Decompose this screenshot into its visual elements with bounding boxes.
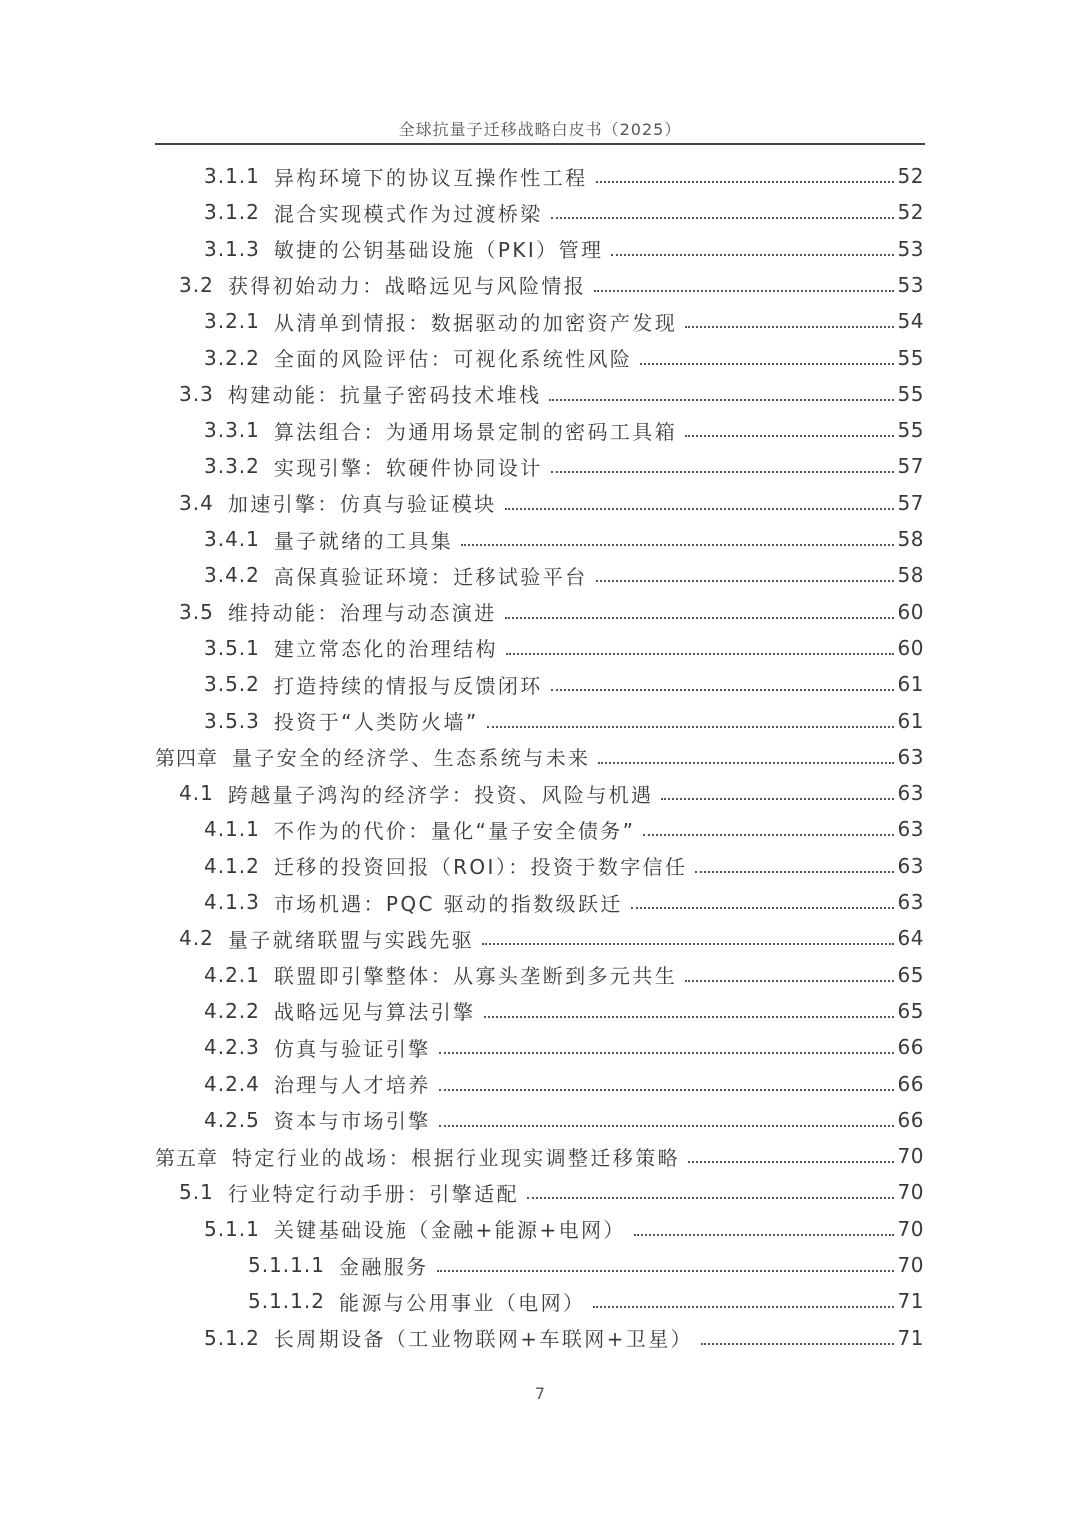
toc-entry[interactable] — [204, 448, 924, 484]
toc-entry-number: 4.2.1 — [204, 962, 260, 987]
toc-entry-number: 3.3.2 — [204, 454, 260, 479]
toc-entry[interactable] — [204, 412, 924, 448]
toc-entry-title: 混合实现模式作为过渡桥梁 — [273, 201, 543, 226]
toc-entry-number: 3.2.1 — [204, 309, 260, 334]
toc-entry-number: 第四章 — [155, 746, 218, 771]
toc-dot-leader — [549, 399, 893, 401]
toc-entry-title: 量子就绪联盟与实践先驱 — [227, 927, 475, 952]
toc-entry-title: 仿真与验证引擎 — [273, 1036, 431, 1061]
toc-entry-title: 金融服务 — [338, 1254, 429, 1279]
toc-entry-number: 5.1.2 — [204, 1325, 260, 1350]
toc-entry[interactable] — [204, 993, 924, 1029]
toc-entry-title: 量子就绪的工具集 — [273, 528, 454, 553]
toc-entry-number: 第五章 — [155, 1145, 218, 1170]
toc-dot-leader — [482, 943, 893, 945]
toc-entry-number: 3.5 — [179, 599, 214, 624]
toc-entry-title: 资本与市场引擎 — [273, 1109, 431, 1134]
toc-entry-page: 60 — [897, 599, 924, 624]
toc-entry[interactable] — [204, 194, 924, 230]
toc-dot-leader — [461, 544, 893, 546]
toc-entry-page: 55 — [897, 418, 924, 443]
toc-entry-page: 60 — [897, 635, 924, 660]
toc-entry-number: 4.2 — [179, 926, 214, 951]
toc-entry-page: 52 — [897, 164, 924, 188]
toc-entry-number: 4.1.2 — [204, 853, 260, 878]
toc-dot-leader — [527, 1197, 894, 1199]
toc-entry-title: 长周期设备（工业物联网+车联网+卫星） — [273, 1327, 694, 1352]
toc-entry[interactable] — [179, 267, 924, 303]
toc-entry[interactable] — [179, 485, 924, 521]
toc-entry[interactable] — [179, 376, 924, 412]
toc-dot-leader — [439, 1125, 894, 1127]
toc-entry[interactable] — [204, 666, 924, 702]
toc-entry[interactable] — [204, 158, 924, 194]
document-header-title: 全球抗量子迁移战略白皮书（2025） — [398, 120, 682, 139]
toc-entry-page: 66 — [897, 1071, 924, 1096]
toc-entry-title: 投资于“人类防火墙” — [273, 710, 479, 734]
toc-entry-title: 战略远见与算法引擎 — [273, 1000, 476, 1025]
toc-entry-title: 迁移的投资回报（ROI）：投资于数字信任 — [273, 855, 688, 880]
toc-entry[interactable] — [248, 1283, 924, 1319]
toc-entry[interactable] — [204, 1029, 924, 1065]
toc-entry-title: 构建动能：抗量子密码技术堆栈 — [227, 383, 542, 408]
toc-dot-leader — [685, 435, 893, 437]
toc-entry-title: 建立常态化的治理结构 — [273, 637, 498, 662]
toc-entry-number: 3.2.2 — [204, 345, 260, 370]
toc-entry[interactable] — [204, 811, 924, 847]
toc-entry-title: 不作为的代价：量化“量子安全债务” — [273, 818, 636, 843]
toc-entry-page: 63 — [897, 853, 924, 878]
toc-dot-leader — [505, 508, 894, 510]
toc-entry-number: 3.3 — [179, 381, 214, 406]
toc-entry[interactable] — [204, 340, 924, 376]
toc-dot-leader — [631, 907, 894, 909]
toc-entry-title: 特定行业的战场：根据行业现实调整迁移策略 — [232, 1145, 680, 1170]
toc-entry[interactable] — [179, 775, 924, 811]
toc-dot-leader — [695, 871, 893, 873]
toc-dot-leader — [688, 1161, 894, 1163]
toc-entry-number: 3.1.3 — [204, 236, 260, 261]
toc-entry-title: 市场机遇：PQC 驱动的指数级跃迁 — [273, 891, 623, 916]
toc-entry-number: 3.4.2 — [204, 563, 260, 588]
toc-entry-title: 获得初始动力：战略远见与风险情报 — [227, 274, 587, 299]
toc-entry[interactable] — [155, 739, 924, 775]
toc-dot-leader — [685, 326, 893, 328]
toc-entry-title: 关键基础设施（金融+能源+电网） — [273, 1218, 626, 1243]
toc-entry-number: 4.2.2 — [204, 998, 260, 1023]
toc-entry-page: 65 — [897, 998, 924, 1023]
toc-entry-number: 5.1.1 — [204, 1216, 260, 1241]
toc-entry[interactable] — [204, 557, 924, 593]
toc-entry-page: 63 — [897, 817, 924, 842]
toc-entry-number: 5.1.1.2 — [248, 1289, 325, 1314]
toc-dot-leader — [596, 181, 894, 183]
toc-entry-page: 71 — [897, 1289, 924, 1314]
toc-entry-page: 63 — [897, 890, 924, 914]
toc-entry[interactable] — [204, 1320, 924, 1356]
toc-entry[interactable] — [204, 231, 924, 267]
toc-entry-title: 维持动能：治理与动态演进 — [227, 601, 497, 626]
toc-entry-title: 治理与人才培养 — [273, 1073, 431, 1097]
toc-dot-leader — [661, 798, 893, 800]
toc-entry-number: 4.1.1 — [204, 817, 260, 842]
toc-entry-title: 敏捷的公钥基础设施（PKI）管理 — [273, 238, 604, 263]
toc-dot-leader — [634, 1234, 894, 1236]
toc-entry[interactable] — [204, 521, 924, 557]
header-divider — [155, 143, 925, 145]
toc-entry-number: 3.1.2 — [204, 200, 260, 225]
toc-entry-page: 54 — [897, 309, 924, 334]
toc-dot-leader — [598, 762, 893, 764]
toc-dot-leader — [484, 1016, 894, 1018]
toc-entry-title: 算法组合：为通用场景定制的密码工具箱 — [273, 419, 678, 444]
toc-dot-leader — [685, 980, 893, 982]
toc-entry[interactable] — [204, 1211, 924, 1247]
toc-entry-number: 5.1 — [179, 1180, 214, 1205]
toc-entry[interactable] — [204, 1066, 924, 1102]
toc-entry-page: 63 — [897, 781, 924, 806]
toc-entry[interactable] — [204, 703, 924, 739]
toc-entry-title: 高保真验证环境：迁移试验平台 — [273, 564, 588, 589]
toc-entry-page: 55 — [897, 345, 924, 370]
toc-entry[interactable] — [179, 594, 924, 630]
toc-entry-number: 4.1 — [179, 781, 214, 806]
toc-entry-title: 加速引擎：仿真与验证模块 — [227, 492, 497, 517]
toc-entry-number: 4.2.3 — [204, 1035, 260, 1060]
toc-entry-title: 行业特定行动手册：引擎适配 — [227, 1181, 520, 1206]
toc-entry-page: 64 — [897, 926, 924, 951]
toc-entry-page: 53 — [897, 272, 924, 297]
toc-entry-number: 3.2 — [179, 272, 214, 297]
toc-entry-number: 4.2.4 — [204, 1071, 260, 1096]
toc-entry-page: 52 — [897, 200, 924, 225]
toc-entry-number: 5.1.1.1 — [248, 1253, 325, 1277]
toc-entry-title: 量子安全的经济学、生态系统与未来 — [232, 746, 591, 771]
toc-dot-leader — [437, 1270, 894, 1272]
toc-dot-leader — [611, 254, 893, 256]
toc-entry-page: 70 — [897, 1253, 924, 1277]
page-number: 7 — [534, 1384, 546, 1403]
toc-entry[interactable] — [204, 303, 924, 339]
toc-entry-number: 3.3.1 — [204, 418, 260, 443]
toc-dot-leader — [593, 1306, 893, 1308]
toc-entry[interactable] — [204, 884, 924, 920]
toc-entry-title: 全面的风险评估：可视化系统性风险 — [273, 347, 633, 371]
toc-dot-leader — [439, 1052, 894, 1054]
toc-entry-number: 3.4 — [179, 490, 214, 515]
toc-entry-title: 打造持续的情报与反馈闭环 — [273, 673, 543, 698]
toc-entry-number: 3.1.1 — [204, 164, 260, 188]
toc-entry-page: 58 — [897, 527, 924, 551]
toc-entry-number: 4.1.3 — [204, 890, 260, 914]
toc-entry[interactable] — [204, 957, 924, 993]
toc-entry-page: 53 — [897, 236, 924, 261]
toc-dot-leader — [505, 617, 894, 619]
toc-entry-page: 58 — [897, 563, 924, 588]
toc-dot-leader — [551, 471, 894, 473]
toc-dot-leader — [506, 653, 894, 655]
toc-entry-page: 70 — [897, 1144, 924, 1169]
toc-entry-page: 57 — [897, 454, 924, 479]
toc-entry-page: 55 — [897, 381, 924, 406]
toc-dot-leader — [596, 580, 894, 582]
toc-dot-leader — [487, 726, 894, 728]
toc-entry[interactable] — [204, 1102, 924, 1138]
toc-dot-leader — [551, 217, 894, 219]
toc-entry[interactable] — [248, 1247, 924, 1283]
toc-dot-leader — [640, 363, 893, 365]
toc-entry[interactable] — [179, 920, 924, 956]
toc-entry-number: 4.2.5 — [204, 1107, 260, 1132]
toc-dot-leader — [643, 834, 893, 836]
toc-entry-title: 联盟即引擎整体：从寡头垄断到多元共生 — [273, 964, 678, 989]
toc-entry-page: 70 — [897, 1180, 924, 1205]
toc-entry-page: 61 — [897, 672, 924, 697]
toc-dot-leader — [594, 290, 893, 292]
toc-entry-number: 3.5.3 — [204, 708, 260, 733]
toc-entry[interactable] — [155, 1138, 924, 1174]
toc-entry-number: 3.5.2 — [204, 672, 260, 697]
toc-dot-leader — [439, 1089, 894, 1091]
toc-entry-page: 57 — [897, 490, 924, 515]
toc-entry-page: 65 — [897, 962, 924, 987]
toc-entry[interactable] — [204, 848, 924, 884]
toc-entry-page: 63 — [897, 744, 924, 769]
toc-entry-title: 跨越量子鸿沟的经济学：投资、风险与机遇 — [227, 782, 654, 807]
toc-entry-page: 70 — [897, 1216, 924, 1241]
toc-entry-title: 能源与公用事业（电网） — [338, 1290, 586, 1315]
toc-entry-title: 从清单到情报：数据驱动的加密资产发现 — [273, 310, 678, 335]
toc-entry-title: 异构环境下的协议互操作性工程 — [273, 165, 588, 190]
toc-entry-page: 61 — [897, 708, 924, 733]
toc-entry-title: 实现引擎：软硬件协同设计 — [273, 455, 543, 480]
toc-entry-page: 71 — [897, 1325, 924, 1350]
toc-entry[interactable] — [179, 1174, 924, 1210]
toc-dot-leader — [701, 1343, 894, 1345]
toc-entry-number: 3.5.1 — [204, 635, 260, 660]
toc-entry[interactable] — [204, 630, 924, 666]
toc-entry-number: 3.4.1 — [204, 527, 260, 551]
toc-entry-page: 66 — [897, 1035, 924, 1060]
toc-entry-page: 66 — [897, 1107, 924, 1132]
toc-dot-leader — [551, 689, 894, 691]
